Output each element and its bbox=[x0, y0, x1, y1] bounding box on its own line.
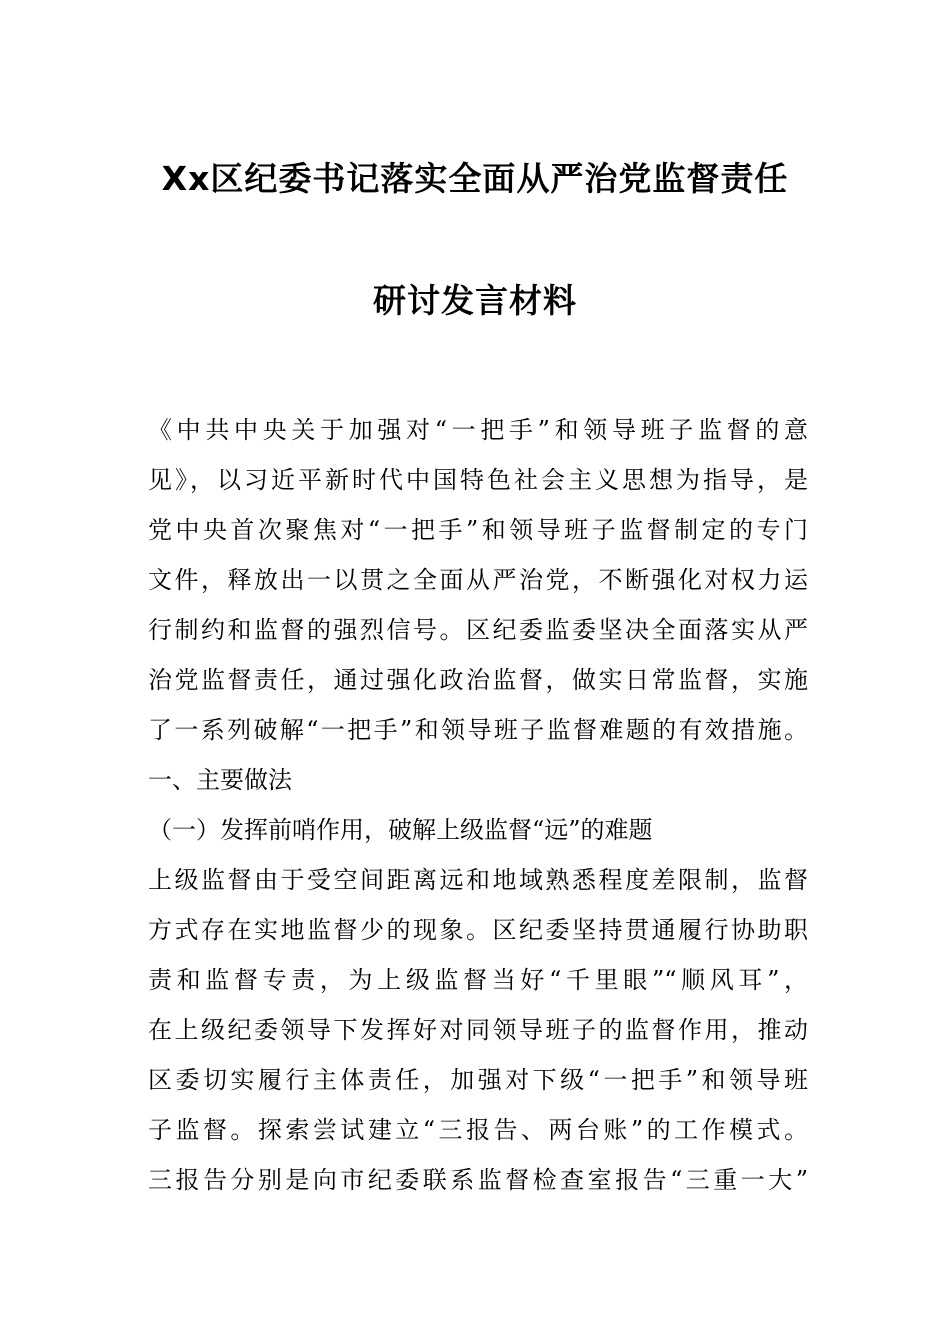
body-line-12: 责和监督专责，为上级监督当好“千里眼”“顺风耳”， bbox=[148, 966, 808, 994]
document-title-line-2: 研讨发言材料 bbox=[373, 281, 577, 320]
document-title-line-1: Xx区纪委书记落实全面从严治党监督责任 bbox=[161, 159, 789, 198]
body-line-7: 了一系列破解“一把手”和领导班子监督难题的有效措施。 bbox=[148, 716, 808, 744]
body-line-2: 见》，以习近平新时代中国特色社会主义思想为指导，是 bbox=[148, 466, 808, 494]
subsection-heading-1: （一）发挥前哨作用，破解上级监督“远”的难题 bbox=[148, 816, 653, 844]
body-line-4: 文件，释放出一以贯之全面从严治党，不断强化对权力运 bbox=[148, 566, 808, 594]
body-line-13: 在上级纪委领导下发挥好对同领导班子的监督作用，推动 bbox=[148, 1016, 808, 1044]
section-heading-main-practices: 一、主要做法 bbox=[148, 766, 292, 794]
body-line-1: 《中共中央关于加强对“一把手”和领导班子监督的意 bbox=[148, 416, 808, 444]
body-line-6: 治党监督责任，通过强化政治监督，做实日常监督，实施 bbox=[148, 666, 808, 694]
body-line-10: 上级监督由于受空间距离远和地域熟悉程度差限制，监督 bbox=[148, 866, 808, 894]
body-line-16: 三报告分别是向市纪委联系监督检查室报告“三重一大” bbox=[148, 1166, 808, 1194]
body-line-15: 子监督。探索尝试建立“三报告、两台账”的工作模式。 bbox=[148, 1116, 808, 1144]
body-line-14: 区委切实履行主体责任，加强对下级“一把手”和领导班 bbox=[148, 1066, 808, 1094]
body-line-5: 行制约和监督的强烈信号。区纪委监委坚决全面落实从严 bbox=[148, 616, 808, 644]
body-line-3: 党中央首次聚焦对“一把手”和领导班子监督制定的专门 bbox=[148, 516, 808, 544]
body-line-11: 方式存在实地监督少的现象。区纪委坚持贯通履行协助职 bbox=[148, 916, 808, 944]
